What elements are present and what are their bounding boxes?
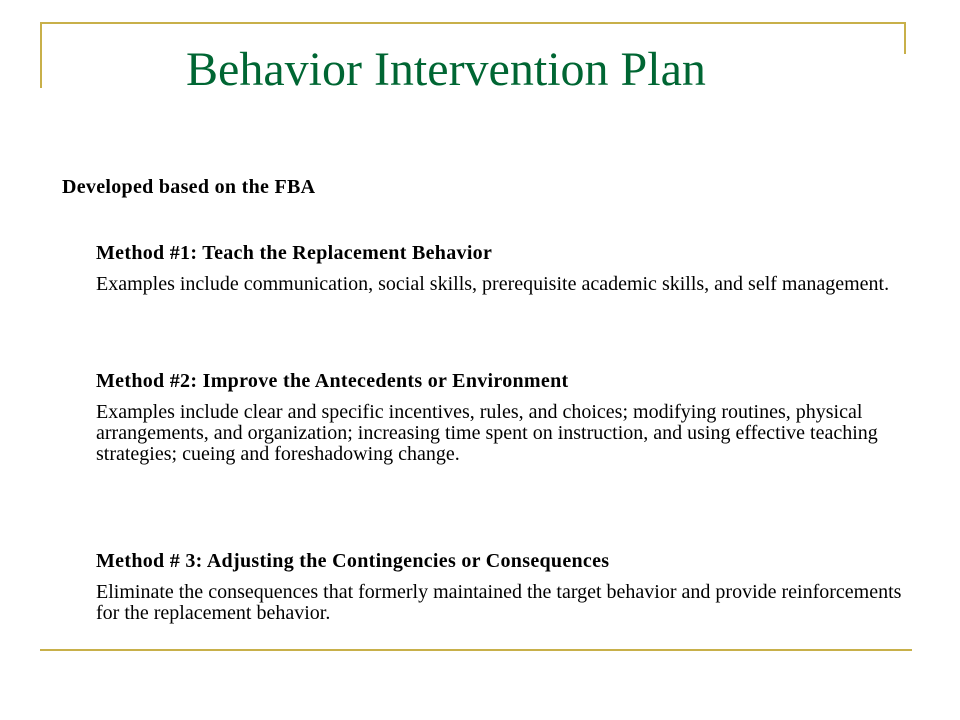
method-2 (96, 368, 916, 465)
method-3 (96, 548, 916, 624)
method-2-heading: Method #2: Improve the Antecedents or Environment (96, 370, 569, 392)
slide-title: Behavior Intervention Plan (186, 43, 706, 96)
method-1-description: Examples include communication, social skills, prerequisite academic skills, and self management. (96, 273, 890, 295)
slide-subtitle: Developed based on the FBA (62, 176, 316, 198)
frame-top-line (40, 22, 906, 24)
method-3-heading: Method # 3: Adjusting the Contingencies or Consequences (96, 550, 610, 572)
method-3-description: Eliminate the consequences that formerly maintained the target behavior and provide reinforcements for the replacement behavior. (96, 581, 902, 624)
method-1 (96, 240, 916, 295)
method-1-heading: Method #1: Teach the Replacement Behavior (96, 242, 493, 264)
frame-left-line (40, 22, 42, 88)
method-2-description: Examples include clear and specific incentives, rules, and choices; modifying routines, physical arrangements, and organization; increasing time spent on instruction, and using effective teaching strategies; cueing and foreshadowing change. (96, 401, 878, 465)
frame-bottom-line (40, 649, 912, 651)
frame-right-line (904, 22, 906, 54)
